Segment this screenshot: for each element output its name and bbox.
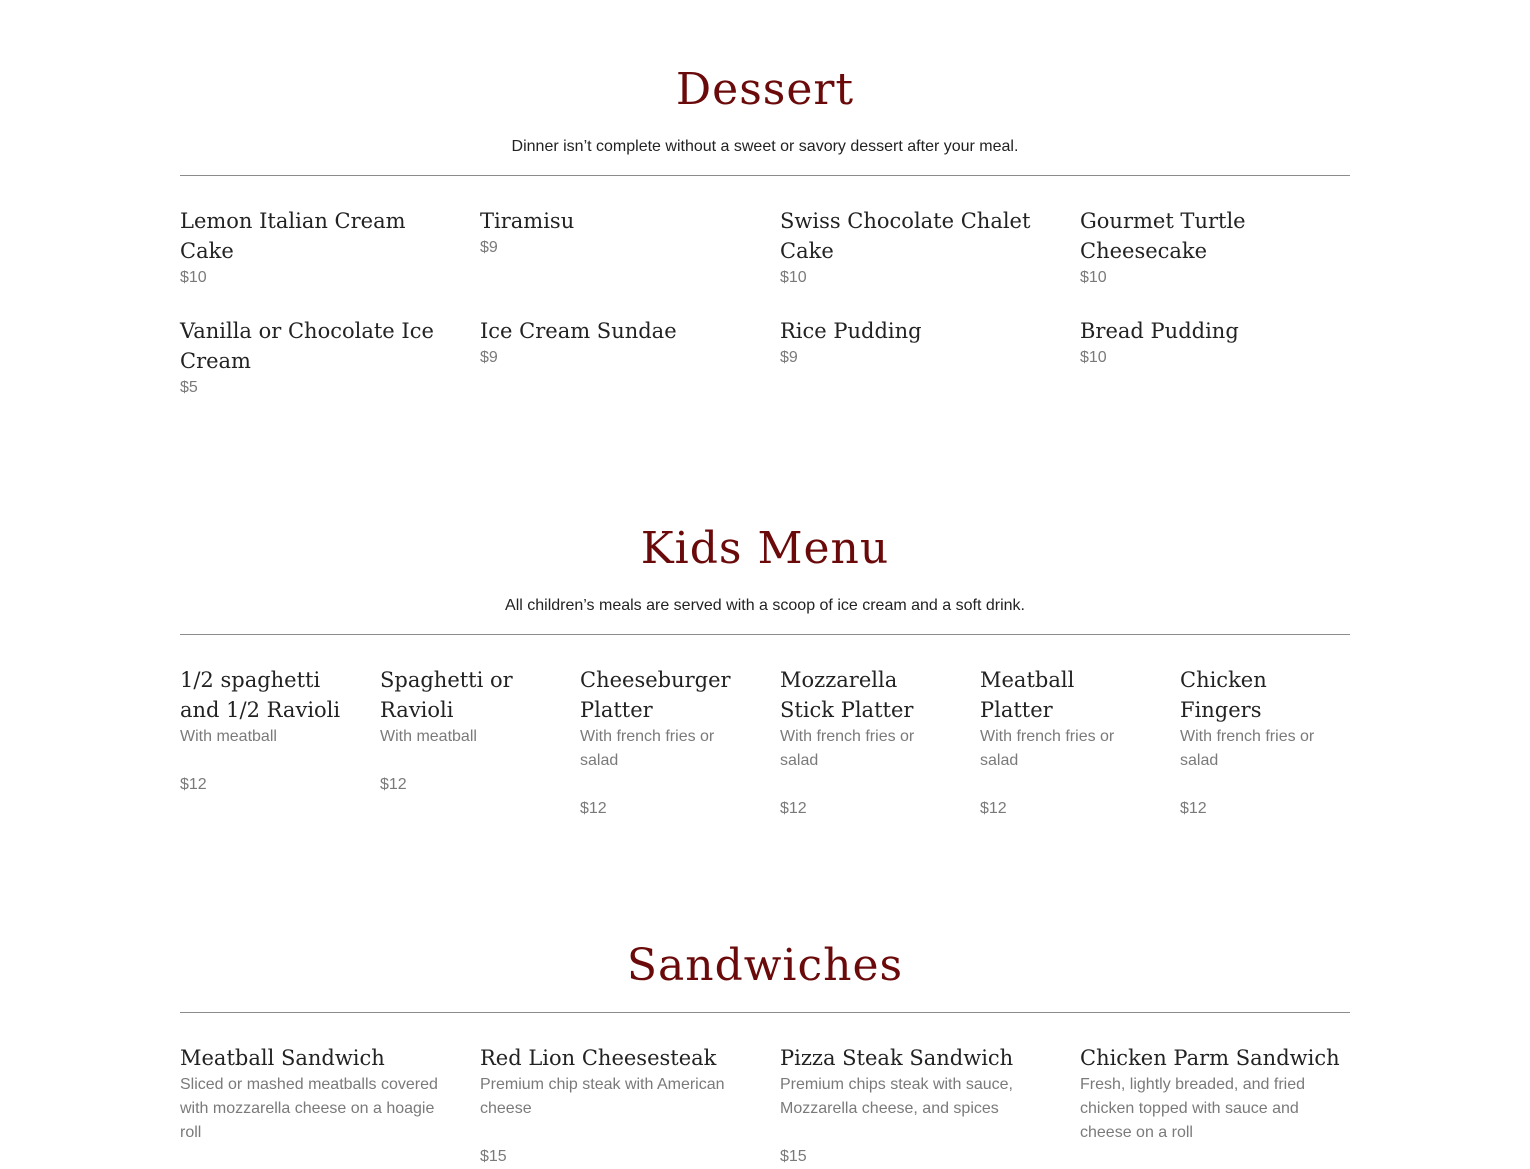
- menu-item: [1080, 1043, 1350, 1169]
- menu-item-price: $15: [780, 1148, 807, 1165]
- menu-item-name: Swiss Chocolate Chalet Cake: [780, 209, 1031, 263]
- menu-item-name: Red Lion Cheesesteak: [480, 1046, 717, 1070]
- menu-item-description: With french fries or salad: [580, 728, 715, 769]
- menu-item-description: Premium chips steak with sauce, Mozzarella cheese, and spices: [780, 1076, 1013, 1117]
- dessert-section-description: Dinner isn’t complete without a sweet or savory dessert after your meal.: [511, 138, 1019, 155]
- menu-item-price: $12: [180, 776, 207, 793]
- menu-item-name: Tiramisu: [480, 209, 575, 233]
- menu-item-description: With french fries or salad: [980, 728, 1115, 769]
- menu-item-name: Pizza Steak Sandwich: [780, 1046, 1014, 1070]
- menu-item-name: Meatball Platter: [980, 668, 1075, 722]
- menu-item: [180, 206, 450, 290]
- menu-item: [980, 665, 1150, 821]
- menu-item-price: $10: [180, 269, 207, 286]
- menu-item-price: $12: [380, 776, 407, 793]
- menu-item-description: With meatball: [380, 728, 477, 745]
- menu-item: [580, 665, 750, 821]
- menu-item-name: Chicken Parm Sandwich: [1080, 1046, 1340, 1070]
- dessert-divider: [180, 175, 1350, 176]
- menu-item: [780, 1043, 1050, 1169]
- kids-item-grid: [180, 665, 1350, 821]
- menu-item-price: $15: [480, 1148, 507, 1165]
- kids-divider: [180, 634, 1350, 635]
- menu-item-name: Meatball Sandwich: [180, 1046, 385, 1070]
- menu-item-price: $9: [780, 349, 798, 366]
- menu-item: [1180, 665, 1350, 821]
- menu-item-price: $9: [480, 349, 498, 366]
- menu-item-name: Spaghetti or Ravioli: [380, 668, 513, 722]
- menu-item: [480, 206, 750, 290]
- sandwiches-divider: [180, 1012, 1350, 1013]
- menu-item-price: $10: [780, 269, 807, 286]
- kids-section-description: All children’s meals are served with a scoop of ice cream and a soft drink.: [505, 597, 1025, 614]
- menu-item: [780, 665, 950, 821]
- menu-item-description: Sliced or mashed meatballs covered with mozzarella cheese on a hoagie roll: [180, 1076, 438, 1141]
- menu-item-name: Ice Cream Sundae: [480, 319, 677, 343]
- menu-item-name: Vanilla or Chocolate Ice Cream: [180, 319, 434, 373]
- menu-item-name: Chicken Fingers: [1180, 668, 1267, 722]
- menu-item: [780, 206, 1050, 290]
- menu-item-price: $10: [1080, 269, 1107, 286]
- menu-item: [1080, 206, 1350, 290]
- menu-item-price: $12: [780, 800, 807, 817]
- sandwiches-section-title: Sandwiches: [626, 940, 904, 991]
- menu-item-price: $9: [480, 239, 498, 256]
- menu-item-name: Gourmet Turtle Cheesecake: [1080, 209, 1246, 263]
- menu-item-price: $5: [180, 379, 198, 396]
- menu-item: [780, 316, 1050, 400]
- menu-item-description: With french fries or salad: [780, 728, 915, 769]
- menu-item-name: Mozzarella Stick Platter: [780, 668, 914, 722]
- menu-item: [180, 665, 350, 821]
- menu-item: [180, 1043, 450, 1169]
- sandwiches-item-grid: [180, 1043, 1350, 1169]
- menu-item-description: Premium chip steak with American cheese: [480, 1076, 725, 1117]
- menu-item-price: $12: [980, 800, 1007, 817]
- menu-item-description: With meatball: [180, 728, 277, 745]
- menu-item-name: Bread Pudding: [1080, 319, 1239, 343]
- menu-item: [180, 316, 450, 400]
- menu-item-description: Fresh, lightly breaded, and fried chicken topped with sauce and cheese on a roll: [1080, 1076, 1306, 1141]
- menu-item-name: Rice Pudding: [780, 319, 922, 343]
- menu-item: [380, 665, 550, 821]
- kids-section-title: Kids Menu: [640, 523, 890, 574]
- menu-item-name: Cheeseburger Platter: [580, 668, 731, 722]
- menu-item-name: 1/2 spaghetti and 1/2 Ravioli: [180, 668, 341, 722]
- menu-item-price: $12: [1180, 800, 1207, 817]
- dessert-section-title: Dessert: [675, 64, 855, 115]
- menu-item: [480, 1043, 750, 1169]
- menu-item: [1080, 316, 1350, 400]
- menu-item-price: $12: [580, 800, 607, 817]
- menu-item-name: Lemon Italian Cream Cake: [180, 209, 406, 263]
- menu-item: [480, 316, 750, 400]
- menu-item-price: $10: [1080, 349, 1107, 366]
- dessert-item-grid: [180, 206, 1350, 400]
- menu-item-description: With french fries or salad: [1180, 728, 1315, 769]
